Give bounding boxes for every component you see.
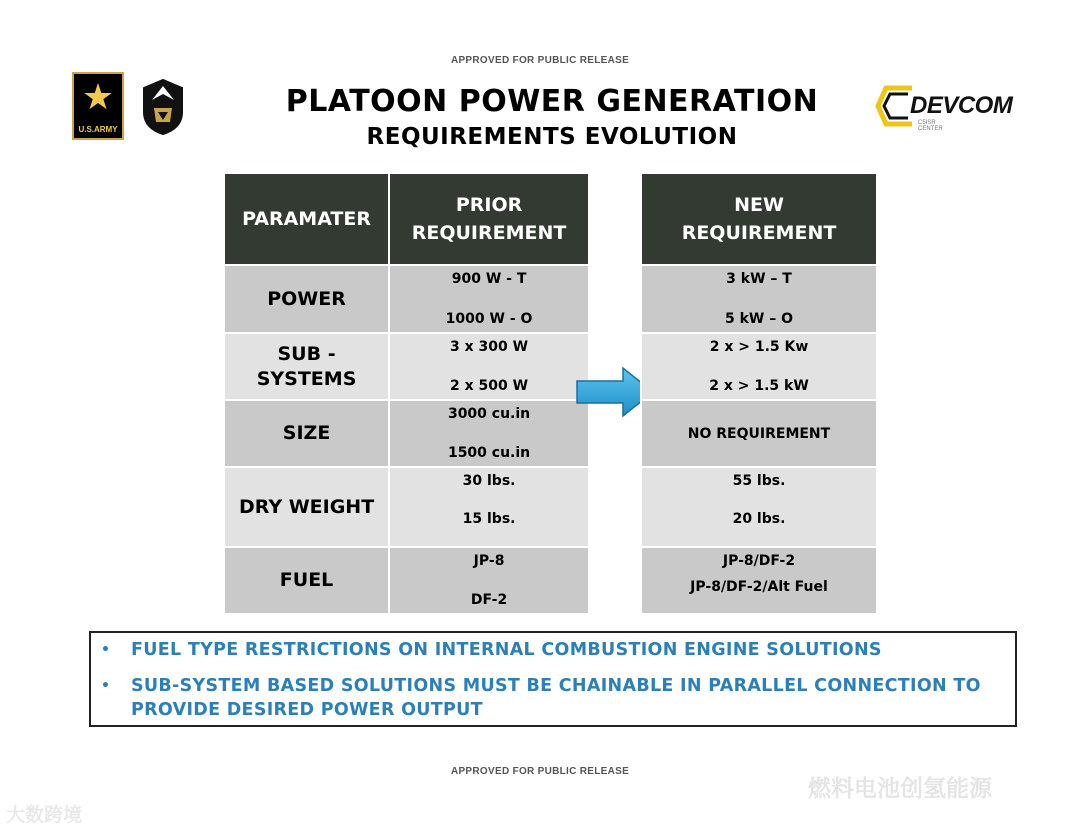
release-notice-top: APPROVED FOR PUBLIC RELEASE: [450, 55, 630, 66]
new-fuel-cell: [641, 547, 877, 614]
prior-fuel-cell: [389, 547, 589, 614]
prior-weight-cell: [389, 467, 589, 547]
new-weight-2: 20 lbs.: [732, 511, 786, 527]
table-row: [641, 400, 877, 467]
prior-requirements-table: [223, 172, 590, 615]
prior-weight-2: 15 lbs.: [462, 511, 516, 527]
table-row: [224, 333, 589, 400]
prior-size-1: 3000 cu.in: [447, 406, 531, 422]
army-star-icon: ★: [81, 77, 115, 118]
table-row: [224, 467, 589, 547]
new-subsystems-cell: [641, 333, 877, 400]
release-notice-bottom: APPROVED FOR PUBLIC RELEASE: [450, 766, 630, 777]
table-row: [641, 467, 877, 547]
new-subsystems-2: 2 x > 1.5 kW: [709, 378, 809, 394]
prior-weight-1: 30 lbs.: [462, 473, 516, 489]
param-size: SIZE: [224, 400, 389, 467]
note-text-1: FUEL TYPE RESTRICTIONS ON INTERNAL COMBUSTION ENGINE SOLUTIONS: [131, 640, 882, 660]
devcom-wordmark: DEVCOM: [910, 92, 1013, 119]
prior-power-cell: [389, 265, 589, 333]
new-fuel-2: JP-8/DF-2/Alt Fuel: [690, 579, 828, 595]
table-row: [224, 400, 589, 467]
page-title: PLATOON POWER GENERATION: [285, 84, 819, 119]
us-army-logo: [72, 72, 124, 140]
param-power: POWER: [224, 265, 389, 333]
param-dry-weight: DRY WEIGHT: [224, 467, 389, 547]
prior-fuel-2: DF-2: [470, 592, 508, 608]
notes-box: [89, 631, 1017, 727]
page-subtitle: REQUIREMENTS EVOLUTION: [366, 124, 738, 150]
prior-size-2: 1500 cu.in: [447, 445, 531, 461]
new-requirements-table: [640, 172, 878, 615]
table-header-row: [224, 173, 589, 265]
prior-subsystems-1: 3 x 300 W: [450, 339, 529, 355]
bullet-icon: •: [101, 678, 111, 694]
new-weight-1: 55 lbs.: [732, 473, 786, 489]
param-sub-systems: SUB - SYSTEMS: [224, 333, 389, 400]
futures-command-logo: [140, 78, 186, 136]
prior-subsystems-cell: [389, 333, 589, 400]
bullet-icon: •: [101, 642, 111, 658]
table-row: [224, 265, 589, 333]
new-weight-cell: [641, 467, 877, 547]
new-fuel-1: JP-8/DF-2: [722, 553, 796, 569]
table-row: [641, 333, 877, 400]
prior-fuel-1: JP-8: [473, 553, 505, 569]
prior-power-t: 900 W - T: [451, 271, 527, 287]
watermark-left: 大数跨境: [6, 804, 83, 826]
header-prior-requirement: PRIOR REQUIREMENT: [389, 173, 589, 265]
new-power-cell: [641, 265, 877, 333]
new-power-t: 3 kW – T: [726, 271, 792, 287]
table-header-row: [641, 173, 877, 265]
table-row: [224, 547, 589, 614]
prior-subsystems-2: 2 x 500 W: [450, 378, 529, 394]
prior-size-cell: [389, 400, 589, 467]
header-parameter: PARAMATER: [224, 173, 389, 265]
header-new-requirement: NEW REQUIREMENT: [641, 173, 877, 265]
devcom-logo: [874, 84, 1014, 134]
prior-power-o: 1000 W - O: [445, 311, 533, 327]
note-text-2: SUB-SYSTEM BASED SOLUTIONS MUST BE CHAINABLE IN PARALLEL CONNECTION TO PROVIDE DESIRED POWER OUTPUT: [131, 676, 981, 720]
devcom-subtext: C5ISR CENTER: [918, 120, 943, 132]
watermark-right: 燃料电池创氢能源: [808, 776, 992, 802]
param-fuel: FUEL: [224, 547, 389, 614]
new-size-value: NO REQUIREMENT: [687, 425, 831, 442]
table-row: [641, 265, 877, 333]
table-row: [641, 547, 877, 614]
new-power-o: 5 kW – O: [724, 311, 794, 327]
army-logo-text: U.S.ARMY: [78, 125, 118, 134]
new-subsystems-1: 2 x > 1.5 Kw: [709, 339, 809, 355]
new-size-cell: [641, 400, 877, 467]
